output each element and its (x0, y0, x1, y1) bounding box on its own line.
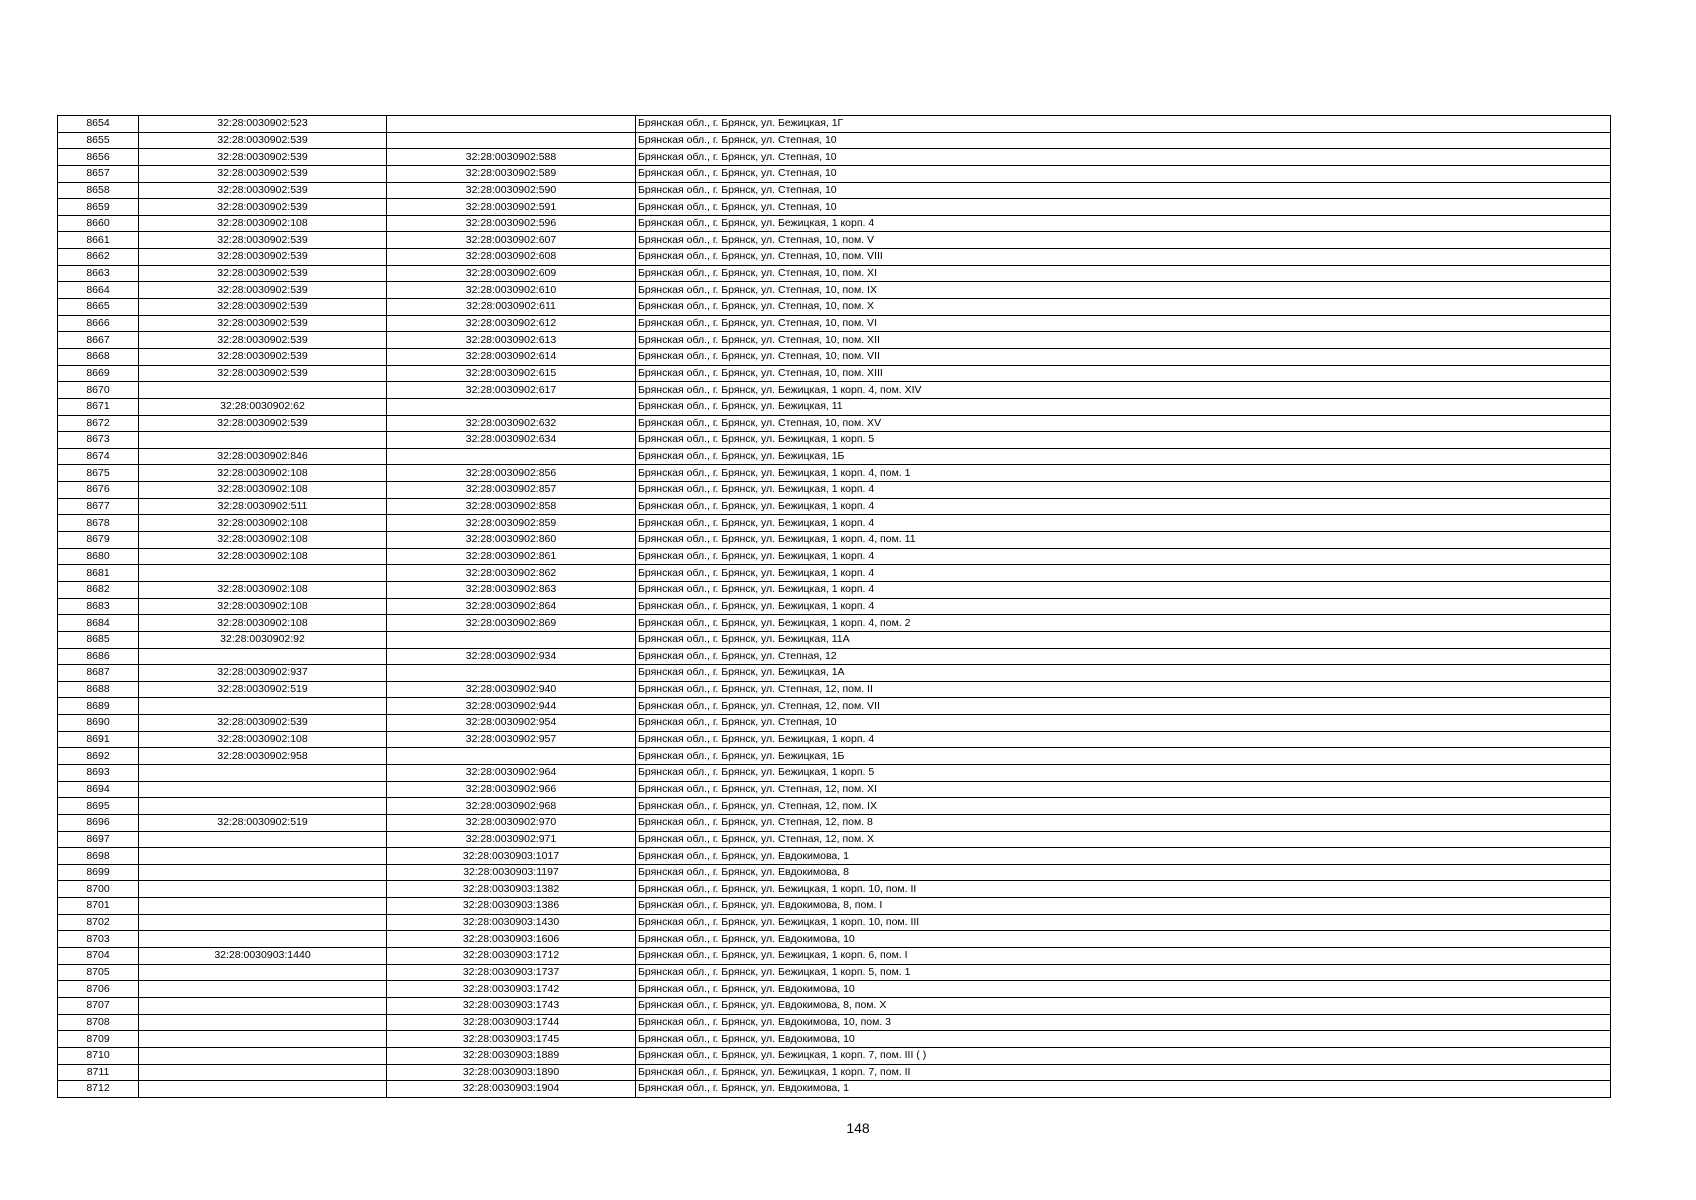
row-number-cell: 8705 (58, 964, 139, 981)
address-cell: Брянская обл., г. Брянск, ул. Степная, 10, пом. VIII (636, 249, 1611, 266)
row-number-cell: 8701 (58, 898, 139, 915)
table-row (58, 398, 1611, 415)
parent-cadastral-cell: 32:28:0030902:108 (139, 465, 387, 482)
parent-cadastral-cell (139, 848, 387, 865)
address-cell: Брянская обл., г. Брянск, ул. Бежицкая, 1 корп. 6, пом. I (636, 948, 1611, 965)
row-number-cell: 8663 (58, 265, 139, 282)
cadastral-number-cell: 32:28:0030902:940 (387, 681, 636, 698)
address-cell: Брянская обл., г. Брянск, ул. Бежицкая, 1 корп. 4, пом. 11 (636, 532, 1611, 549)
parent-cadastral-cell: 32:28:0030902:539 (139, 165, 387, 182)
parent-cadastral-cell (139, 1047, 387, 1064)
address-cell: Брянская обл., г. Брянск, ул. Степная, 10, пом. V (636, 232, 1611, 249)
address-cell: Брянская обл., г. Брянск, ул. Степная, 12, пом. IX (636, 798, 1611, 815)
cadastral-number-cell: 32:28:0030902:864 (387, 598, 636, 615)
cadastral-number-cell (387, 398, 636, 415)
table-row (58, 681, 1611, 698)
address-cell: Брянская обл., г. Брянск, ул. Степная, 10, пом. VII (636, 348, 1611, 365)
row-number-cell: 8662 (58, 249, 139, 266)
cadastral-number-cell: 32:28:0030903:1744 (387, 1014, 636, 1031)
cadastral-number-cell: 32:28:0030902:970 (387, 814, 636, 831)
parent-cadastral-cell (139, 931, 387, 948)
row-number-cell: 8691 (58, 731, 139, 748)
parent-cadastral-cell (139, 432, 387, 449)
table-row (58, 665, 1611, 682)
address-cell: Брянская обл., г. Брянск, ул. Бежицкая, 1 корп. 4 (636, 498, 1611, 515)
address-cell: Брянская обл., г. Брянск, ул. Степная, 10 (636, 715, 1611, 732)
cadastral-number-cell: 32:28:0030903:1197 (387, 864, 636, 881)
parent-cadastral-cell: 32:28:0030902:539 (139, 249, 387, 266)
address-cell: Брянская обл., г. Брянск, ул. Бежицкая, 1 корп. 4 (636, 515, 1611, 532)
address-cell: Брянская обл., г. Брянск, ул. Бежицкая, 1 корп. 5, пом. 1 (636, 964, 1611, 981)
table-row (58, 764, 1611, 781)
address-cell: Брянская обл., г. Брянск, ул. Степная, 10, пом. XII (636, 332, 1611, 349)
table-row (58, 165, 1611, 182)
table-row (58, 348, 1611, 365)
row-number-cell: 8710 (58, 1047, 139, 1064)
row-number-cell: 8712 (58, 1081, 139, 1098)
parent-cadastral-cell (139, 648, 387, 665)
cadastral-number-cell: 32:28:0030903:1890 (387, 1064, 636, 1081)
table-row (58, 365, 1611, 382)
table-row (58, 831, 1611, 848)
table-row (58, 565, 1611, 582)
table-row (58, 631, 1611, 648)
parent-cadastral-cell: 32:28:0030902:539 (139, 232, 387, 249)
row-number-cell: 8680 (58, 548, 139, 565)
row-number-cell: 8694 (58, 781, 139, 798)
parent-cadastral-cell: 32:28:0030902:108 (139, 598, 387, 615)
address-cell: Брянская обл., г. Брянск, ул. Степная, 10, пом. XI (636, 265, 1611, 282)
address-cell: Брянская обл., г. Брянск, ул. Бежицкая, 1 корп. 7, пом. III ( ) (636, 1047, 1611, 1064)
address-cell: Брянская обл., г. Брянск, ул. Бежицкая, 1 корп. 4 (636, 548, 1611, 565)
row-number-cell: 8667 (58, 332, 139, 349)
table-row (58, 482, 1611, 499)
cadastral-number-cell: 32:28:0030902:858 (387, 498, 636, 515)
cadastral-number-cell: 32:28:0030902:862 (387, 565, 636, 582)
table-row (58, 1014, 1611, 1031)
row-number-cell: 8679 (58, 532, 139, 549)
cadastral-number-cell: 32:28:0030902:869 (387, 615, 636, 632)
address-cell: Брянская обл., г. Брянск, ул. Бежицкая, 1 корп. 4 (636, 215, 1611, 232)
parent-cadastral-cell: 32:28:0030902:92 (139, 631, 387, 648)
address-cell: Брянская обл., г. Брянск, ул. Степная, 10, пом. IX (636, 282, 1611, 299)
parent-cadastral-cell (139, 914, 387, 931)
table-row (58, 848, 1611, 865)
cadastral-number-cell: 32:28:0030902:944 (387, 698, 636, 715)
address-cell: Брянская обл., г. Брянск, ул. Евдокимова, 8, пом. X (636, 997, 1611, 1014)
address-cell: Брянская обл., г. Брянск, ул. Степная, 10 (636, 165, 1611, 182)
address-cell: Брянская обл., г. Брянск, ул. Степная, 10, пом. X (636, 299, 1611, 316)
row-number-cell: 8708 (58, 1014, 139, 1031)
row-number-cell: 8677 (58, 498, 139, 515)
cadastral-number-cell: 32:28:0030903:1737 (387, 964, 636, 981)
parent-cadastral-cell: 32:28:0030902:958 (139, 748, 387, 765)
address-cell: Брянская обл., г. Брянск, ул. Евдокимова, 1 (636, 1081, 1611, 1098)
cadastral-number-cell: 32:28:0030902:612 (387, 315, 636, 332)
table-row (58, 1081, 1611, 1098)
table-row (58, 598, 1611, 615)
cadastral-number-cell: 32:28:0030902:859 (387, 515, 636, 532)
parent-cadastral-cell: 32:28:0030902:108 (139, 532, 387, 549)
address-cell: Брянская обл., г. Брянск, ул. Бежицкая, 1 корп. 4 (636, 731, 1611, 748)
parent-cadastral-cell: 32:28:0030902:539 (139, 715, 387, 732)
row-number-cell: 8698 (58, 848, 139, 865)
cadastral-number-cell: 32:28:0030903:1743 (387, 997, 636, 1014)
address-cell: Брянская обл., г. Брянск, ул. Евдокимова, 10 (636, 1031, 1611, 1048)
row-number-cell: 8685 (58, 631, 139, 648)
row-number-cell: 8693 (58, 764, 139, 781)
parent-cadastral-cell (139, 382, 387, 399)
parent-cadastral-cell (139, 764, 387, 781)
parent-cadastral-cell: 32:28:0030902:539 (139, 149, 387, 166)
cadastral-number-cell: 32:28:0030902:589 (387, 165, 636, 182)
parent-cadastral-cell: 32:28:0030902:539 (139, 282, 387, 299)
table-row (58, 698, 1611, 715)
row-number-cell: 8689 (58, 698, 139, 715)
address-cell: Брянская обл., г. Брянск, ул. Бежицкая, 1 корп. 4, пом. 2 (636, 615, 1611, 632)
cadastral-number-cell: 32:28:0030903:1606 (387, 931, 636, 948)
row-number-cell: 8654 (58, 116, 139, 133)
row-number-cell: 8690 (58, 715, 139, 732)
cadastral-number-cell: 32:28:0030902:634 (387, 432, 636, 449)
cadastral-number-cell: 32:28:0030902:611 (387, 299, 636, 316)
table-row (58, 215, 1611, 232)
parent-cadastral-cell (139, 781, 387, 798)
cadastral-number-cell: 32:28:0030902:966 (387, 781, 636, 798)
row-number-cell: 8683 (58, 598, 139, 615)
parent-cadastral-cell: 32:28:0030902:108 (139, 731, 387, 748)
cadastral-number-cell: 32:28:0030902:957 (387, 731, 636, 748)
address-cell: Брянская обл., г. Брянск, ул. Бежицкая, 11А (636, 631, 1611, 648)
table-row (58, 781, 1611, 798)
table-row (58, 448, 1611, 465)
table-row (58, 299, 1611, 316)
address-cell: Брянская обл., г. Брянск, ул. Евдокимова, 8, пом. I (636, 898, 1611, 915)
row-number-cell: 8696 (58, 814, 139, 831)
registry-table (57, 115, 1611, 1098)
cadastral-number-cell: 32:28:0030902:968 (387, 798, 636, 815)
page-number: 148 (846, 1120, 870, 1136)
address-cell: Брянская обл., г. Брянск, ул. Бежицкая, 1Б (636, 748, 1611, 765)
row-number-cell: 8692 (58, 748, 139, 765)
table-row (58, 964, 1611, 981)
cadastral-number-cell: 32:28:0030902:971 (387, 831, 636, 848)
row-number-cell: 8703 (58, 931, 139, 948)
table-row (58, 864, 1611, 881)
cadastral-number-cell: 32:28:0030902:614 (387, 348, 636, 365)
row-number-cell: 8704 (58, 948, 139, 965)
cadastral-number-cell: 32:28:0030902:613 (387, 332, 636, 349)
parent-cadastral-cell (139, 698, 387, 715)
cadastral-number-cell: 32:28:0030902:954 (387, 715, 636, 732)
table-row (58, 615, 1611, 632)
table-row (58, 199, 1611, 216)
table-row (58, 648, 1611, 665)
row-number-cell: 8682 (58, 581, 139, 598)
table-row (58, 1047, 1611, 1064)
table-row (58, 315, 1611, 332)
table-row (58, 249, 1611, 266)
address-cell: Брянская обл., г. Брянск, ул. Бежицкая, 1А (636, 665, 1611, 682)
parent-cadastral-cell (139, 881, 387, 898)
table-row (58, 731, 1611, 748)
cadastral-number-cell: 32:28:0030902:856 (387, 465, 636, 482)
cadastral-number-cell: 32:28:0030902:596 (387, 215, 636, 232)
address-cell: Брянская обл., г. Брянск, ул. Бежицкая, 1 корп. 10, пом. II (636, 881, 1611, 898)
table-row (58, 265, 1611, 282)
parent-cadastral-cell (139, 1064, 387, 1081)
cadastral-number-cell (387, 448, 636, 465)
row-number-cell: 8706 (58, 981, 139, 998)
table-row (58, 814, 1611, 831)
cadastral-number-cell: 32:28:0030902:609 (387, 265, 636, 282)
table-row (58, 748, 1611, 765)
row-number-cell: 8697 (58, 831, 139, 848)
cadastral-number-cell: 32:28:0030902:863 (387, 581, 636, 598)
parent-cadastral-cell: 32:28:0030902:523 (139, 116, 387, 133)
row-number-cell: 8699 (58, 864, 139, 881)
address-cell: Брянская обл., г. Брянск, ул. Евдокимова, 1 (636, 848, 1611, 865)
parent-cadastral-cell: 32:28:0030902:539 (139, 199, 387, 216)
address-cell: Брянская обл., г. Брянск, ул. Степная, 10 (636, 182, 1611, 199)
address-cell: Брянская обл., г. Брянск, ул. Степная, 10, пом. XV (636, 415, 1611, 432)
parent-cadastral-cell: 32:28:0030902:539 (139, 348, 387, 365)
table-row (58, 798, 1611, 815)
cadastral-number-cell (387, 116, 636, 133)
cadastral-number-cell: 32:28:0030902:608 (387, 249, 636, 266)
table-row (58, 282, 1611, 299)
parent-cadastral-cell: 32:28:0030902:539 (139, 265, 387, 282)
cadastral-number-cell: 32:28:0030902:591 (387, 199, 636, 216)
address-cell: Брянская обл., г. Брянск, ул. Степная, 12, пом. X (636, 831, 1611, 848)
parent-cadastral-cell: 32:28:0030902:937 (139, 665, 387, 682)
registry-table-body (58, 116, 1611, 1098)
cadastral-number-cell (387, 132, 636, 149)
parent-cadastral-cell: 32:28:0030902:539 (139, 132, 387, 149)
table-row (58, 116, 1611, 133)
parent-cadastral-cell: 32:28:0030902:511 (139, 498, 387, 515)
parent-cadastral-cell (139, 798, 387, 815)
cadastral-number-cell: 32:28:0030902:860 (387, 532, 636, 549)
address-cell: Брянская обл., г. Брянск, ул. Бежицкая, 1 корп. 4, пом. 1 (636, 465, 1611, 482)
cadastral-number-cell: 32:28:0030903:1742 (387, 981, 636, 998)
parent-cadastral-cell (139, 997, 387, 1014)
row-number-cell: 8700 (58, 881, 139, 898)
parent-cadastral-cell (139, 864, 387, 881)
table-row (58, 432, 1611, 449)
row-number-cell: 8702 (58, 914, 139, 931)
address-cell: Брянская обл., г. Брянск, ул. Степная, 10, пом. VI (636, 315, 1611, 332)
table-row (58, 232, 1611, 249)
row-number-cell: 8656 (58, 149, 139, 166)
row-number-cell: 8688 (58, 681, 139, 698)
table-row (58, 581, 1611, 598)
cadastral-number-cell: 32:28:0030902:607 (387, 232, 636, 249)
row-number-cell: 8709 (58, 1031, 139, 1048)
parent-cadastral-cell: 32:28:0030902:108 (139, 215, 387, 232)
parent-cadastral-cell: 32:28:0030903:1440 (139, 948, 387, 965)
row-number-cell: 8655 (58, 132, 139, 149)
address-cell: Брянская обл., г. Брянск, ул. Бежицкая, 1Б (636, 448, 1611, 465)
address-cell: Брянская обл., г. Брянск, ул. Бежицкая, 1 корп. 5 (636, 432, 1611, 449)
address-cell: Брянская обл., г. Брянск, ул. Евдокимова, 10 (636, 931, 1611, 948)
address-cell: Брянская обл., г. Брянск, ул. Бежицкая, 1Г (636, 116, 1611, 133)
cadastral-number-cell: 32:28:0030903:1745 (387, 1031, 636, 1048)
cadastral-number-cell: 32:28:0030903:1430 (387, 914, 636, 931)
parent-cadastral-cell: 32:28:0030902:846 (139, 448, 387, 465)
address-cell: Брянская обл., г. Брянск, ул. Степная, 12, пом. 8 (636, 814, 1611, 831)
row-number-cell: 8665 (58, 299, 139, 316)
row-number-cell: 8668 (58, 348, 139, 365)
address-cell: Брянская обл., г. Брянск, ул. Бежицкая, 11 (636, 398, 1611, 415)
cadastral-number-cell: 32:28:0030903:1904 (387, 1081, 636, 1098)
parent-cadastral-cell (139, 1014, 387, 1031)
address-cell: Брянская обл., г. Брянск, ул. Бежицкая, 1 корп. 4, пом. XIV (636, 382, 1611, 399)
parent-cadastral-cell: 32:28:0030902:519 (139, 681, 387, 698)
row-number-cell: 8684 (58, 615, 139, 632)
parent-cadastral-cell (139, 981, 387, 998)
row-number-cell: 8686 (58, 648, 139, 665)
cadastral-number-cell: 32:28:0030903:1382 (387, 881, 636, 898)
row-number-cell: 8687 (58, 665, 139, 682)
cadastral-number-cell: 32:28:0030902:588 (387, 149, 636, 166)
parent-cadastral-cell (139, 898, 387, 915)
address-cell: Брянская обл., г. Брянск, ул. Бежицкая, 1 корп. 5 (636, 764, 1611, 781)
address-cell: Брянская обл., г. Брянск, ул. Степная, 10 (636, 199, 1611, 216)
row-number-cell: 8661 (58, 232, 139, 249)
address-cell: Брянская обл., г. Брянск, ул. Бежицкая, 1 корп. 4 (636, 565, 1611, 582)
parent-cadastral-cell: 32:28:0030902:539 (139, 365, 387, 382)
cadastral-number-cell: 32:28:0030902:590 (387, 182, 636, 199)
address-cell: Брянская обл., г. Брянск, ул. Степная, 12, пом. VII (636, 698, 1611, 715)
address-cell: Брянская обл., г. Брянск, ул. Евдокимова, 10, пом. 3 (636, 1014, 1611, 1031)
table-row (58, 532, 1611, 549)
address-cell: Брянская обл., г. Брянск, ул. Бежицкая, 1 корп. 4 (636, 581, 1611, 598)
parent-cadastral-cell: 32:28:0030902:539 (139, 415, 387, 432)
row-number-cell: 8660 (58, 215, 139, 232)
row-number-cell: 8657 (58, 165, 139, 182)
table-row (58, 1064, 1611, 1081)
row-number-cell: 8673 (58, 432, 139, 449)
table-row (58, 465, 1611, 482)
parent-cadastral-cell (139, 1031, 387, 1048)
address-cell: Брянская обл., г. Брянск, ул. Степная, 10 (636, 132, 1611, 149)
row-number-cell: 8672 (58, 415, 139, 432)
cadastral-number-cell (387, 631, 636, 648)
cadastral-number-cell: 32:28:0030902:934 (387, 648, 636, 665)
table-row (58, 948, 1611, 965)
row-number-cell: 8658 (58, 182, 139, 199)
table-row (58, 415, 1611, 432)
table-row (58, 898, 1611, 915)
cadastral-number-cell: 32:28:0030903:1386 (387, 898, 636, 915)
cadastral-number-cell: 32:28:0030902:610 (387, 282, 636, 299)
table-row (58, 981, 1611, 998)
row-number-cell: 8671 (58, 398, 139, 415)
cadastral-number-cell: 32:28:0030902:615 (387, 365, 636, 382)
parent-cadastral-cell: 32:28:0030902:108 (139, 548, 387, 565)
row-number-cell: 8659 (58, 199, 139, 216)
address-cell: Брянская обл., г. Брянск, ул. Евдокимова, 10 (636, 981, 1611, 998)
table-row (58, 498, 1611, 515)
cadastral-number-cell (387, 665, 636, 682)
parent-cadastral-cell: 32:28:0030902:108 (139, 615, 387, 632)
address-cell: Брянская обл., г. Брянск, ул. Степная, 10 (636, 149, 1611, 166)
parent-cadastral-cell (139, 964, 387, 981)
address-cell: Брянская обл., г. Брянск, ул. Бежицкая, 1 корп. 10, пом. III (636, 914, 1611, 931)
table-row (58, 332, 1611, 349)
parent-cadastral-cell: 32:28:0030902:539 (139, 299, 387, 316)
row-number-cell: 8711 (58, 1064, 139, 1081)
row-number-cell: 8707 (58, 997, 139, 1014)
table-row (58, 914, 1611, 931)
address-cell: Брянская обл., г. Брянск, ул. Степная, 12, пом. II (636, 681, 1611, 698)
row-number-cell: 8681 (58, 565, 139, 582)
cadastral-number-cell (387, 748, 636, 765)
row-number-cell: 8669 (58, 365, 139, 382)
cadastral-number-cell: 32:28:0030902:964 (387, 764, 636, 781)
row-number-cell: 8674 (58, 448, 139, 465)
cadastral-number-cell: 32:28:0030903:1017 (387, 848, 636, 865)
cadastral-number-cell: 32:28:0030902:617 (387, 382, 636, 399)
parent-cadastral-cell: 32:28:0030902:539 (139, 332, 387, 349)
table-row (58, 715, 1611, 732)
address-cell: Брянская обл., г. Брянск, ул. Бежицкая, 1 корп. 7, пом. II (636, 1064, 1611, 1081)
row-number-cell: 8678 (58, 515, 139, 532)
parent-cadastral-cell: 32:28:0030902:108 (139, 581, 387, 598)
parent-cadastral-cell (139, 831, 387, 848)
parent-cadastral-cell: 32:28:0030902:62 (139, 398, 387, 415)
row-number-cell: 8664 (58, 282, 139, 299)
table-row (58, 515, 1611, 532)
table-row (58, 382, 1611, 399)
table-row (58, 881, 1611, 898)
row-number-cell: 8666 (58, 315, 139, 332)
address-cell: Брянская обл., г. Брянск, ул. Степная, 12 (636, 648, 1611, 665)
cadastral-number-cell: 32:28:0030903:1889 (387, 1047, 636, 1064)
row-number-cell: 8676 (58, 482, 139, 499)
row-number-cell: 8675 (58, 465, 139, 482)
parent-cadastral-cell: 32:28:0030902:108 (139, 482, 387, 499)
table-row (58, 132, 1611, 149)
table-row (58, 931, 1611, 948)
cadastral-number-cell: 32:28:0030902:857 (387, 482, 636, 499)
parent-cadastral-cell (139, 565, 387, 582)
table-row (58, 997, 1611, 1014)
table-row (58, 1031, 1611, 1048)
address-cell: Брянская обл., г. Брянск, ул. Степная, 10, пом. XIII (636, 365, 1611, 382)
table-row (58, 182, 1611, 199)
parent-cadastral-cell: 32:28:0030902:539 (139, 182, 387, 199)
cadastral-number-cell: 32:28:0030902:861 (387, 548, 636, 565)
table-row (58, 149, 1611, 166)
parent-cadastral-cell: 32:28:0030902:539 (139, 315, 387, 332)
address-cell: Брянская обл., г. Брянск, ул. Бежицкая, 1 корп. 4 (636, 482, 1611, 499)
row-number-cell: 8670 (58, 382, 139, 399)
row-number-cell: 8695 (58, 798, 139, 815)
parent-cadastral-cell: 32:28:0030902:519 (139, 814, 387, 831)
parent-cadastral-cell: 32:28:0030902:108 (139, 515, 387, 532)
table-row (58, 548, 1611, 565)
parent-cadastral-cell (139, 1081, 387, 1098)
address-cell: Брянская обл., г. Брянск, ул. Евдокимова, 8 (636, 864, 1611, 881)
cadastral-number-cell: 32:28:0030902:632 (387, 415, 636, 432)
address-cell: Брянская обл., г. Брянск, ул. Бежицкая, 1 корп. 4 (636, 598, 1611, 615)
address-cell: Брянская обл., г. Брянск, ул. Степная, 12, пом. XI (636, 781, 1611, 798)
cadastral-number-cell: 32:28:0030903:1712 (387, 948, 636, 965)
